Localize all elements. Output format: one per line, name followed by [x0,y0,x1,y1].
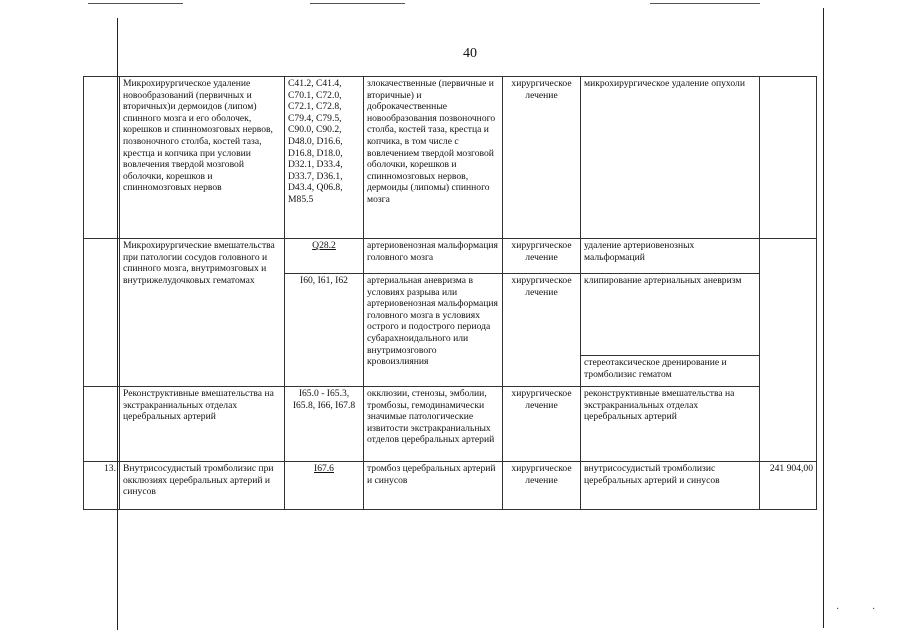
page-number: 40 [463,46,477,61]
table-row [84,239,817,274]
scan-line-top-right [650,3,760,4]
treatment-type: хирургическое лечение [503,239,581,274]
treatment-method: внутрисосудистый тромболизис церебральных артерий и синусов [581,462,760,510]
treatment-method: стереотаксическое дренирование и тромболизис гематом [581,356,760,387]
table-row [84,387,817,462]
price: 241 904,00 [760,462,817,510]
icd-code-link: Q28.2 [312,240,336,251]
icd-codes: C41.2, C41.4, C70.1, C72.0, C72.1, C72.8, C79.4, C79.5, C90.0, C90.2, D48.0, D16.6, D16.8, D18.0, D32.1, D33.4, D33.7, D36.1, D43.4, Q06.8, M85.5 [285,77,364,239]
treatment-method: удаление артериовенозных мальформаций [581,239,760,274]
row-number: 13. [84,462,120,510]
treatment-method: микрохирургическое удаление опухоли [581,77,760,239]
icd-code-link: I67.6 [314,463,334,474]
procedure-name: Реконструктивные вмешательства на экстракраниальных отделах церебральных артерий [120,387,285,462]
patient-model: артериальная аневризма в условиях разрыва или артериовенозная мальформация головного мозга в условиях острого и подострого периода субарахноидального или внутримозгового кровоизлияния [364,274,503,387]
row-number [84,77,120,239]
scan-speck: · [836,604,840,615]
price [760,239,817,462]
row-number [84,239,120,387]
table-row [84,77,817,239]
scan-line-top-left [88,3,183,4]
procedures-table [83,76,817,510]
procedure-name: Внутрисосудистый тромболизис при окклюзиях церебральных артерий и синусов [120,462,285,510]
patient-model: злокачественные (первичные и вторичные) и доброкачественные новообразования позвоночного столба, костей таза, крестца и копчика, в том числе с вовлечением твердой мозговой оболочки, корешков и спинномозговых нервов, дермоиды (липомы) спинного мозга [364,77,503,239]
patient-model: тромбоз церебральных артерий и синусов [364,462,503,510]
row-number [84,387,120,462]
treatment-method: клипирование артериальных аневризм [581,274,760,356]
treatment-method: реконструктивные вмешательства на экстракраниальных отделах церебральных артерий [581,387,760,462]
treatment-type: хирургическое лечение [503,462,581,510]
treatment-type: хирургическое лечение [503,77,581,239]
patient-model: артериовенозная мальформация головного мозга [364,239,503,274]
procedure-name: Микрохирургическое удаление новообразований (первичных и вторичных)и дермоидов (липом) спинного мозга и его оболочек, корешков и спинномозговых нервов, позвоночного столба, костей таза, крестца и копчика при условии вовлечения твердой мозговой оболочки, корешков и спинномозговых нервов [120,77,285,239]
scan-line-top-mid [310,3,405,4]
table-row [84,462,817,510]
icd-codes [285,239,364,274]
treatment-type: хирургическое лечение [503,387,581,462]
patient-model: окклюзии, стенозы, эмболии, тромбозы, гемодинамически значимые патологические извитости экстракраниальных отделов церебральных артерий [364,387,503,462]
icd-codes [285,462,364,510]
icd-codes: I60, I61, I62 [285,274,364,387]
scan-speck: · [872,604,876,615]
icd-codes: I65.0 - I65.3, I65.8, I66, I67.8 [285,387,364,462]
price [760,77,817,239]
right-margin-line [823,8,824,628]
treatment-type: хирургическое лечение [503,274,581,387]
procedure-name: Микрохирургические вмешательства при патологии сосудов головного и спинного мозга, внутримозговых и внутрижелудочковых гематомах [120,239,285,387]
